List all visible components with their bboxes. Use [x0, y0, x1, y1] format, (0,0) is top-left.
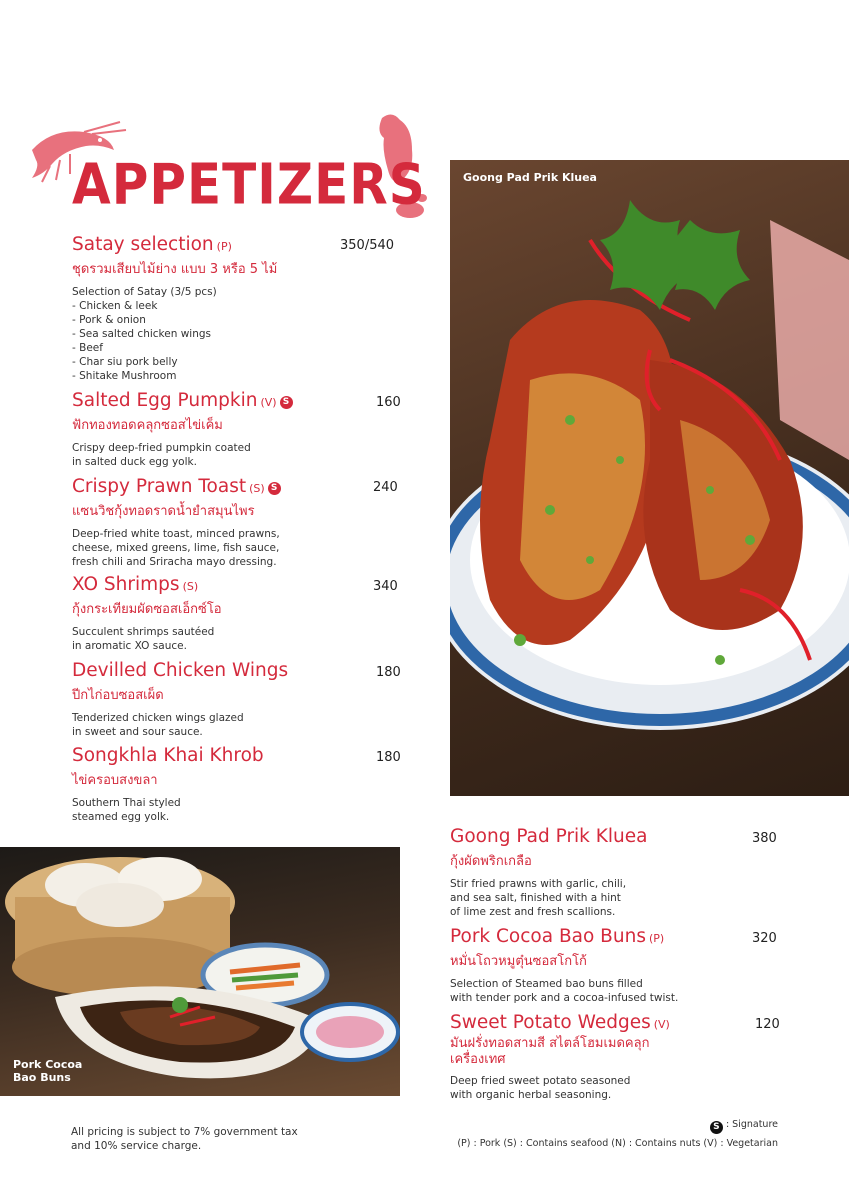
item-name: Songkhla Khai Khrob	[72, 745, 264, 766]
goong-pad-prik-kluea-photo	[450, 160, 849, 796]
menu-item-xo-shrimps	[72, 574, 222, 653]
tax-note-line: All pricing is subject to 7% government tax	[71, 1126, 298, 1138]
photo-caption: Goong Pad Prik Kluea	[463, 171, 597, 184]
desc-line: Crispy deep-fried pumpkin coated	[72, 442, 251, 454]
item-description	[72, 625, 222, 653]
item-description	[72, 285, 277, 383]
tax-note-line: and 10% service charge.	[71, 1140, 202, 1152]
desc-line: fresh chili and Sriracha mayo dressing.	[72, 556, 277, 568]
desc-line: Deep-fried white toast, minced prawns,	[72, 528, 280, 540]
item-price: 240	[373, 480, 398, 495]
item-tag: (V)	[260, 396, 277, 409]
item-description	[450, 1074, 670, 1102]
desc-line: Stir fried prawns with garlic, chili,	[450, 878, 627, 890]
item-thai-name: กุ้งผัดพริกเกลือ	[450, 854, 532, 869]
pork-cocoa-bao-buns-photo	[0, 847, 400, 1096]
item-thai-name: แซนวิชกุ้งทอดราดน้ำยำสมุนไพร	[72, 504, 255, 519]
signature-icon: S	[280, 396, 293, 409]
item-thai-name: ฟักทองทอดคลุกซอสไข่เค็ม	[72, 418, 223, 433]
item-price: 160	[376, 395, 401, 410]
item-thai-name: ชุดรวมเสียบไม้ย่าง แบบ 3 หรือ 5 ไม้	[72, 262, 278, 277]
item-description	[72, 711, 288, 739]
photo-caption-line: Pork Cocoa	[13, 1058, 83, 1071]
signature-icon: S	[710, 1121, 723, 1134]
item-name: Satay selection	[72, 234, 214, 255]
desc-line: with tender pork and a cocoa-infused twist.	[450, 992, 679, 1004]
desc-line: in sweet and sour sauce.	[72, 726, 203, 738]
item-tag: (S)	[249, 482, 265, 495]
item-name: Goong Pad Prik Kluea	[450, 826, 648, 847]
desc-line: Southern Thai styled	[72, 797, 181, 809]
desc-line: - Chicken & leek	[72, 300, 158, 312]
item-thai-name: หมั่นโถวหมูตุ๋นซอสโกโก้	[450, 954, 587, 969]
item-name: Pork Cocoa Bao Buns	[450, 926, 646, 947]
item-price: 350/540	[340, 238, 395, 253]
desc-line: steamed egg yolk.	[72, 811, 170, 823]
desc-line: cheese, mixed greens, lime, fish sauce,	[72, 542, 280, 554]
item-description	[72, 796, 264, 824]
item-price: 320	[752, 931, 777, 946]
menu-item-satay-selection	[72, 234, 277, 383]
signature-legend-label: : Signature	[725, 1119, 778, 1130]
item-description	[450, 877, 648, 919]
desc-line: Selection of Satay (3/5 pcs)	[72, 286, 217, 298]
item-name: Salted Egg Pumpkin	[72, 390, 258, 411]
menu-item-salted-egg-pumpkin	[72, 390, 293, 469]
desc-line: with organic herbal seasoning.	[450, 1089, 612, 1101]
page-title: APPETIZERS	[72, 152, 426, 217]
item-description	[450, 977, 678, 1005]
tax-note	[71, 1125, 298, 1153]
desc-line: in salted duck egg yolk.	[72, 456, 197, 468]
desc-line: - Sea salted chicken wings	[72, 328, 211, 340]
desc-line: and sea salt, finished with a hint	[450, 892, 621, 904]
menu-item-goong-pad-prik-kluea	[450, 826, 648, 919]
item-description	[72, 527, 281, 569]
item-thai-name: ปีกไก่อบซอสเผ็ด	[72, 688, 164, 703]
item-thai-name: กุ้งกระเทียมผัดซอสเอ็กซ์โอ	[72, 602, 222, 617]
photo-caption	[13, 1058, 82, 1084]
item-name: Crispy Prawn Toast	[72, 476, 247, 497]
menu-item-crispy-prawn-toast	[72, 476, 281, 569]
desc-line: of lime zest and fresh scallions.	[450, 906, 616, 918]
desc-line: in aromatic XO sauce.	[72, 640, 187, 652]
item-price: 180	[376, 750, 401, 765]
item-price: 120	[755, 1017, 780, 1032]
desc-line: - Char siu pork belly	[72, 356, 178, 368]
desc-line: - Beef	[72, 342, 103, 354]
signature-icon: S	[268, 482, 281, 495]
item-tag: (V)	[653, 1018, 670, 1031]
menu-item-songkhla-khai-khrob	[72, 745, 264, 824]
desc-line: Tenderized chicken wings glazed	[72, 712, 244, 724]
desc-line: Selection of Steamed bao buns filled	[450, 978, 643, 990]
dietary-legend: (P) : Pork (S) : Contains seafood (N) : Contains nuts (V) : Vegetarian	[457, 1138, 778, 1149]
item-description	[72, 441, 293, 469]
section-header	[22, 110, 432, 230]
menu-item-sweet-potato-wedges	[450, 1012, 670, 1102]
item-name: XO Shrimps	[72, 574, 180, 595]
item-thai-name: ไข่ครอบสงขลา	[72, 773, 158, 788]
menu-item-pork-cocoa-bao-buns	[450, 926, 678, 1005]
item-price: 340	[373, 579, 398, 594]
item-name: Devilled Chicken Wings	[72, 660, 289, 681]
desc-line: - Pork & onion	[72, 314, 146, 326]
desc-line: Succulent shrimps sautéed	[72, 626, 215, 638]
desc-line: Deep fried sweet potato seasoned	[450, 1075, 631, 1087]
prawn-dish-illustration	[450, 160, 849, 796]
item-thai-name: มันฝรั่งทอดสามสี สไตล์โฮมเมดคลุกเครื่องเทศ	[450, 1036, 650, 1067]
item-name: Sweet Potato Wedges	[450, 1012, 651, 1033]
signature-legend	[710, 1119, 778, 1134]
item-tag: (P)	[648, 932, 665, 945]
desc-line: - Shitake Mushroom	[72, 370, 177, 382]
item-price: 380	[752, 831, 777, 846]
item-tag: (S)	[182, 580, 199, 593]
item-tag: (P)	[216, 240, 232, 253]
menu-item-devilled-chicken-wings	[72, 660, 288, 739]
item-price: 180	[376, 665, 401, 680]
photo-caption-line: Bao Buns	[13, 1071, 71, 1084]
